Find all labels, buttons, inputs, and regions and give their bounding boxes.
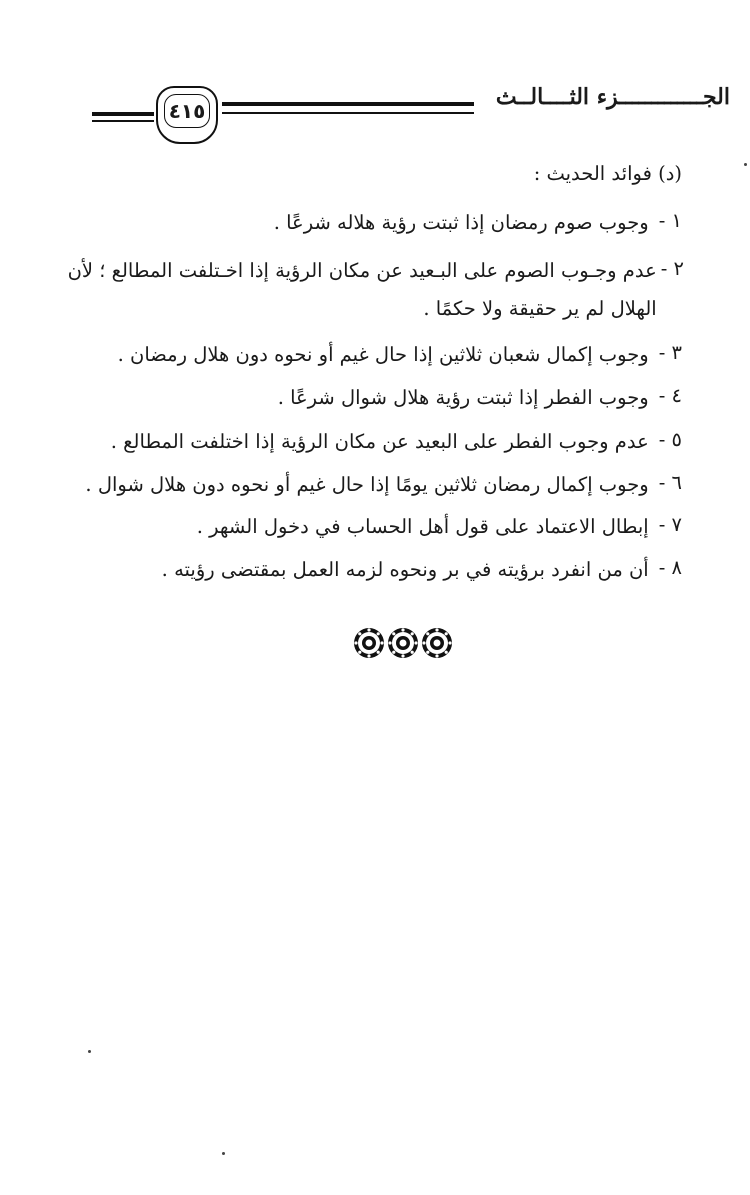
item-text	[96, 428, 649, 456]
item-line: وجوب إكمال رمضان ثلاثين يومًا إذا حال غيم أو نحوه دون هلال شوال .	[85, 473, 649, 496]
item-line: وجوب الفطر إذا ثبتت رؤية هلال شوال شرعًا .	[277, 386, 649, 409]
item-number: ٧ -	[658, 513, 682, 536]
item-line: عدم وجـوب الصوم على البـعيد عن مكان الرؤية إذا اخـتلفت المطالع ؛ لأن	[67, 259, 657, 282]
item-number: ٣ -	[658, 341, 682, 364]
page-number: ٤١٥	[164, 94, 210, 128]
running-head: الجـــــــــــــزء الثــــالــث	[495, 84, 730, 110]
page-header	[0, 0, 750, 150]
item-line: عدم وجوب الفطر على البعيد عن مكان الرؤية إذا اختلفت المطالع .	[110, 430, 649, 453]
item-line: أن من انفرد برؤيته في بر ونحوه لزمه العمل بمقتضى رؤيته .	[161, 558, 649, 581]
item-number: ٥ -	[658, 428, 682, 451]
item-text	[85, 471, 648, 499]
flower-ornament-icon	[354, 628, 384, 658]
list-item	[96, 556, 682, 584]
item-number: ٢ -	[660, 257, 684, 280]
header-rule-short-thick	[92, 112, 154, 116]
item-number: ٤ -	[658, 384, 682, 407]
section-heading: (د) فوائد الحديث :	[533, 162, 682, 185]
header-rule-short-thin	[92, 120, 154, 122]
list-item	[96, 428, 682, 456]
list-item	[96, 384, 682, 412]
item-text	[96, 556, 649, 584]
section-end-ornament	[353, 626, 453, 660]
header-rule-thick	[222, 102, 474, 106]
flower-ornament-icon	[388, 628, 418, 658]
item-number: ٦ -	[658, 471, 682, 494]
item-text	[96, 384, 649, 412]
list-item	[85, 471, 682, 499]
item-number: ٨ -	[658, 556, 682, 579]
flower-ornament-icon	[422, 628, 452, 658]
item-line: وجوب إكمال شعبان ثلاثين إذا حال غيم أو نحوه دون هلال رمضان .	[117, 343, 649, 366]
scan-speck	[88, 1050, 91, 1053]
item-text	[96, 513, 649, 541]
item-line: إبطال الاعتماد على قول أهل الحساب في دخول الشهر .	[196, 515, 649, 538]
list-item	[96, 209, 682, 237]
item-line: وجوب صوم رمضان إذا ثبتت رؤية هلاله شرعًا .	[273, 211, 649, 234]
page-number-badge	[156, 86, 218, 144]
scan-speck	[222, 1152, 225, 1155]
item-text	[68, 257, 657, 323]
list-item	[67, 257, 684, 323]
item-number: ١ -	[658, 209, 682, 232]
header-rule-thin	[222, 112, 474, 114]
item-text	[96, 209, 649, 237]
item-text	[96, 341, 649, 369]
scan-speck	[744, 163, 747, 166]
item-line: الهلال لم ير حقيقة ولا حكمًا .	[423, 297, 657, 320]
page-content	[67, 150, 684, 584]
list-item	[96, 341, 682, 369]
list-item	[96, 513, 682, 541]
